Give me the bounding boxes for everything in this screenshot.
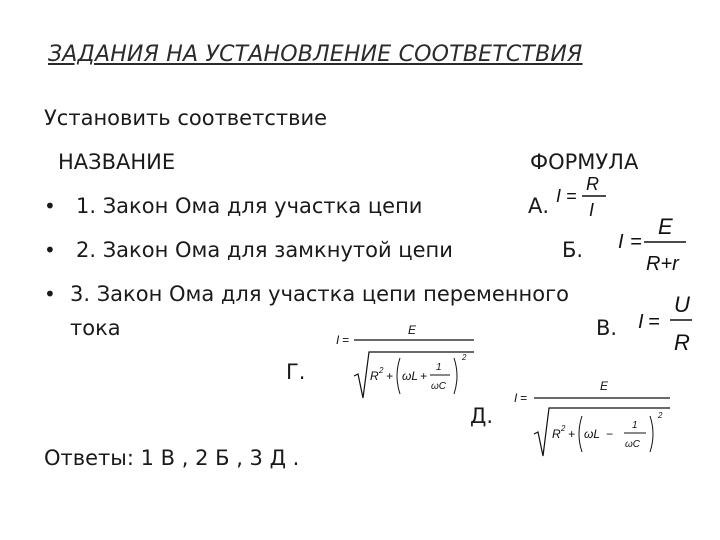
formula-v-num: U [674, 292, 690, 317]
formula-g-paren-left [397, 358, 400, 394]
formula-label-a: А. [528, 194, 550, 218]
formula-g-eq: = [342, 333, 350, 347]
formula-g-one: 1 [436, 362, 442, 373]
formula-d-num: E [600, 379, 609, 393]
formula-d-sq: 2 [658, 411, 663, 420]
formula-b-den: R+r [646, 253, 679, 275]
item-1-text: 1. Закон Ома для участка цепи [76, 194, 423, 218]
formula-a-num: R [586, 174, 599, 194]
formula-g-r-sq: 2 [379, 366, 384, 375]
formula-label-g: Г. [286, 360, 306, 384]
formula-g-plus1: + [386, 369, 394, 383]
formula-v-eq: = [648, 311, 660, 333]
formula-a-eq: = [566, 186, 577, 206]
formula-g-sq: 2 [462, 353, 467, 362]
formula-a [552, 170, 608, 226]
bullet-1: • [44, 194, 56, 218]
formula-d-lhs: I [514, 391, 518, 405]
formula-v-den: R [674, 330, 690, 355]
formula-d-r: R [552, 427, 561, 441]
formula-d-omegal: ωL [584, 427, 601, 441]
formula-d-omegac: ωC [625, 439, 641, 450]
item-3-text: 3. Закон Ома для участка цепи переменного [70, 282, 569, 306]
item-2-text: 2. Закон Ома для замкнутой цепи [76, 238, 453, 262]
formula-g-paren-right [454, 358, 457, 394]
formula-d-eq: = [520, 391, 528, 405]
formula-label-d: Д. [470, 404, 494, 428]
formula-g-num: E [408, 323, 417, 337]
formula-g-omegal: ωL [402, 369, 419, 383]
page-title: ЗАДАНИЯ НА УСТАНОВЛЕНИЕ СООТВЕТСТВИЯ [48, 42, 583, 67]
item-3-text-cont: тока [70, 316, 121, 340]
formula-b-lhs: I [618, 231, 624, 253]
formula-label-b: Б. [562, 238, 584, 262]
formula-g-omegac: ωC [431, 381, 447, 392]
formula-g-sign: + [420, 369, 428, 383]
column-header-name: НАЗВАНИЕ [58, 150, 176, 174]
formula-d-sign: − [606, 427, 614, 441]
instruction-text: Установить соответствие [44, 106, 328, 130]
formula-d-paren-right [650, 416, 653, 452]
formula-d-paren-left [579, 416, 582, 452]
formula-b-num: E [658, 214, 673, 239]
formula-a-den: I [589, 200, 595, 220]
bullet-2: • [44, 238, 56, 262]
formula-b-eq: = [630, 231, 642, 253]
formula-d [512, 372, 680, 464]
column-header-formula: ФОРМУЛА [530, 150, 639, 174]
bullet-3: • [44, 282, 56, 306]
formula-b [610, 204, 690, 280]
formula-v [634, 284, 694, 360]
formula-d-one: 1 [632, 420, 638, 431]
formula-d-plus: + [568, 427, 576, 441]
formula-d-r-sq: 2 [561, 424, 566, 433]
formula-label-v: В. [596, 316, 618, 340]
answers-line: Ответы: 1 В , 2 Б , 3 Д . [44, 446, 300, 470]
formula-g-r: R [370, 369, 379, 383]
formula-v-lhs: I [638, 311, 644, 333]
formula-g-lhs: I [336, 333, 340, 347]
formula-g [334, 318, 482, 406]
formula-a-lhs: I [556, 186, 562, 206]
